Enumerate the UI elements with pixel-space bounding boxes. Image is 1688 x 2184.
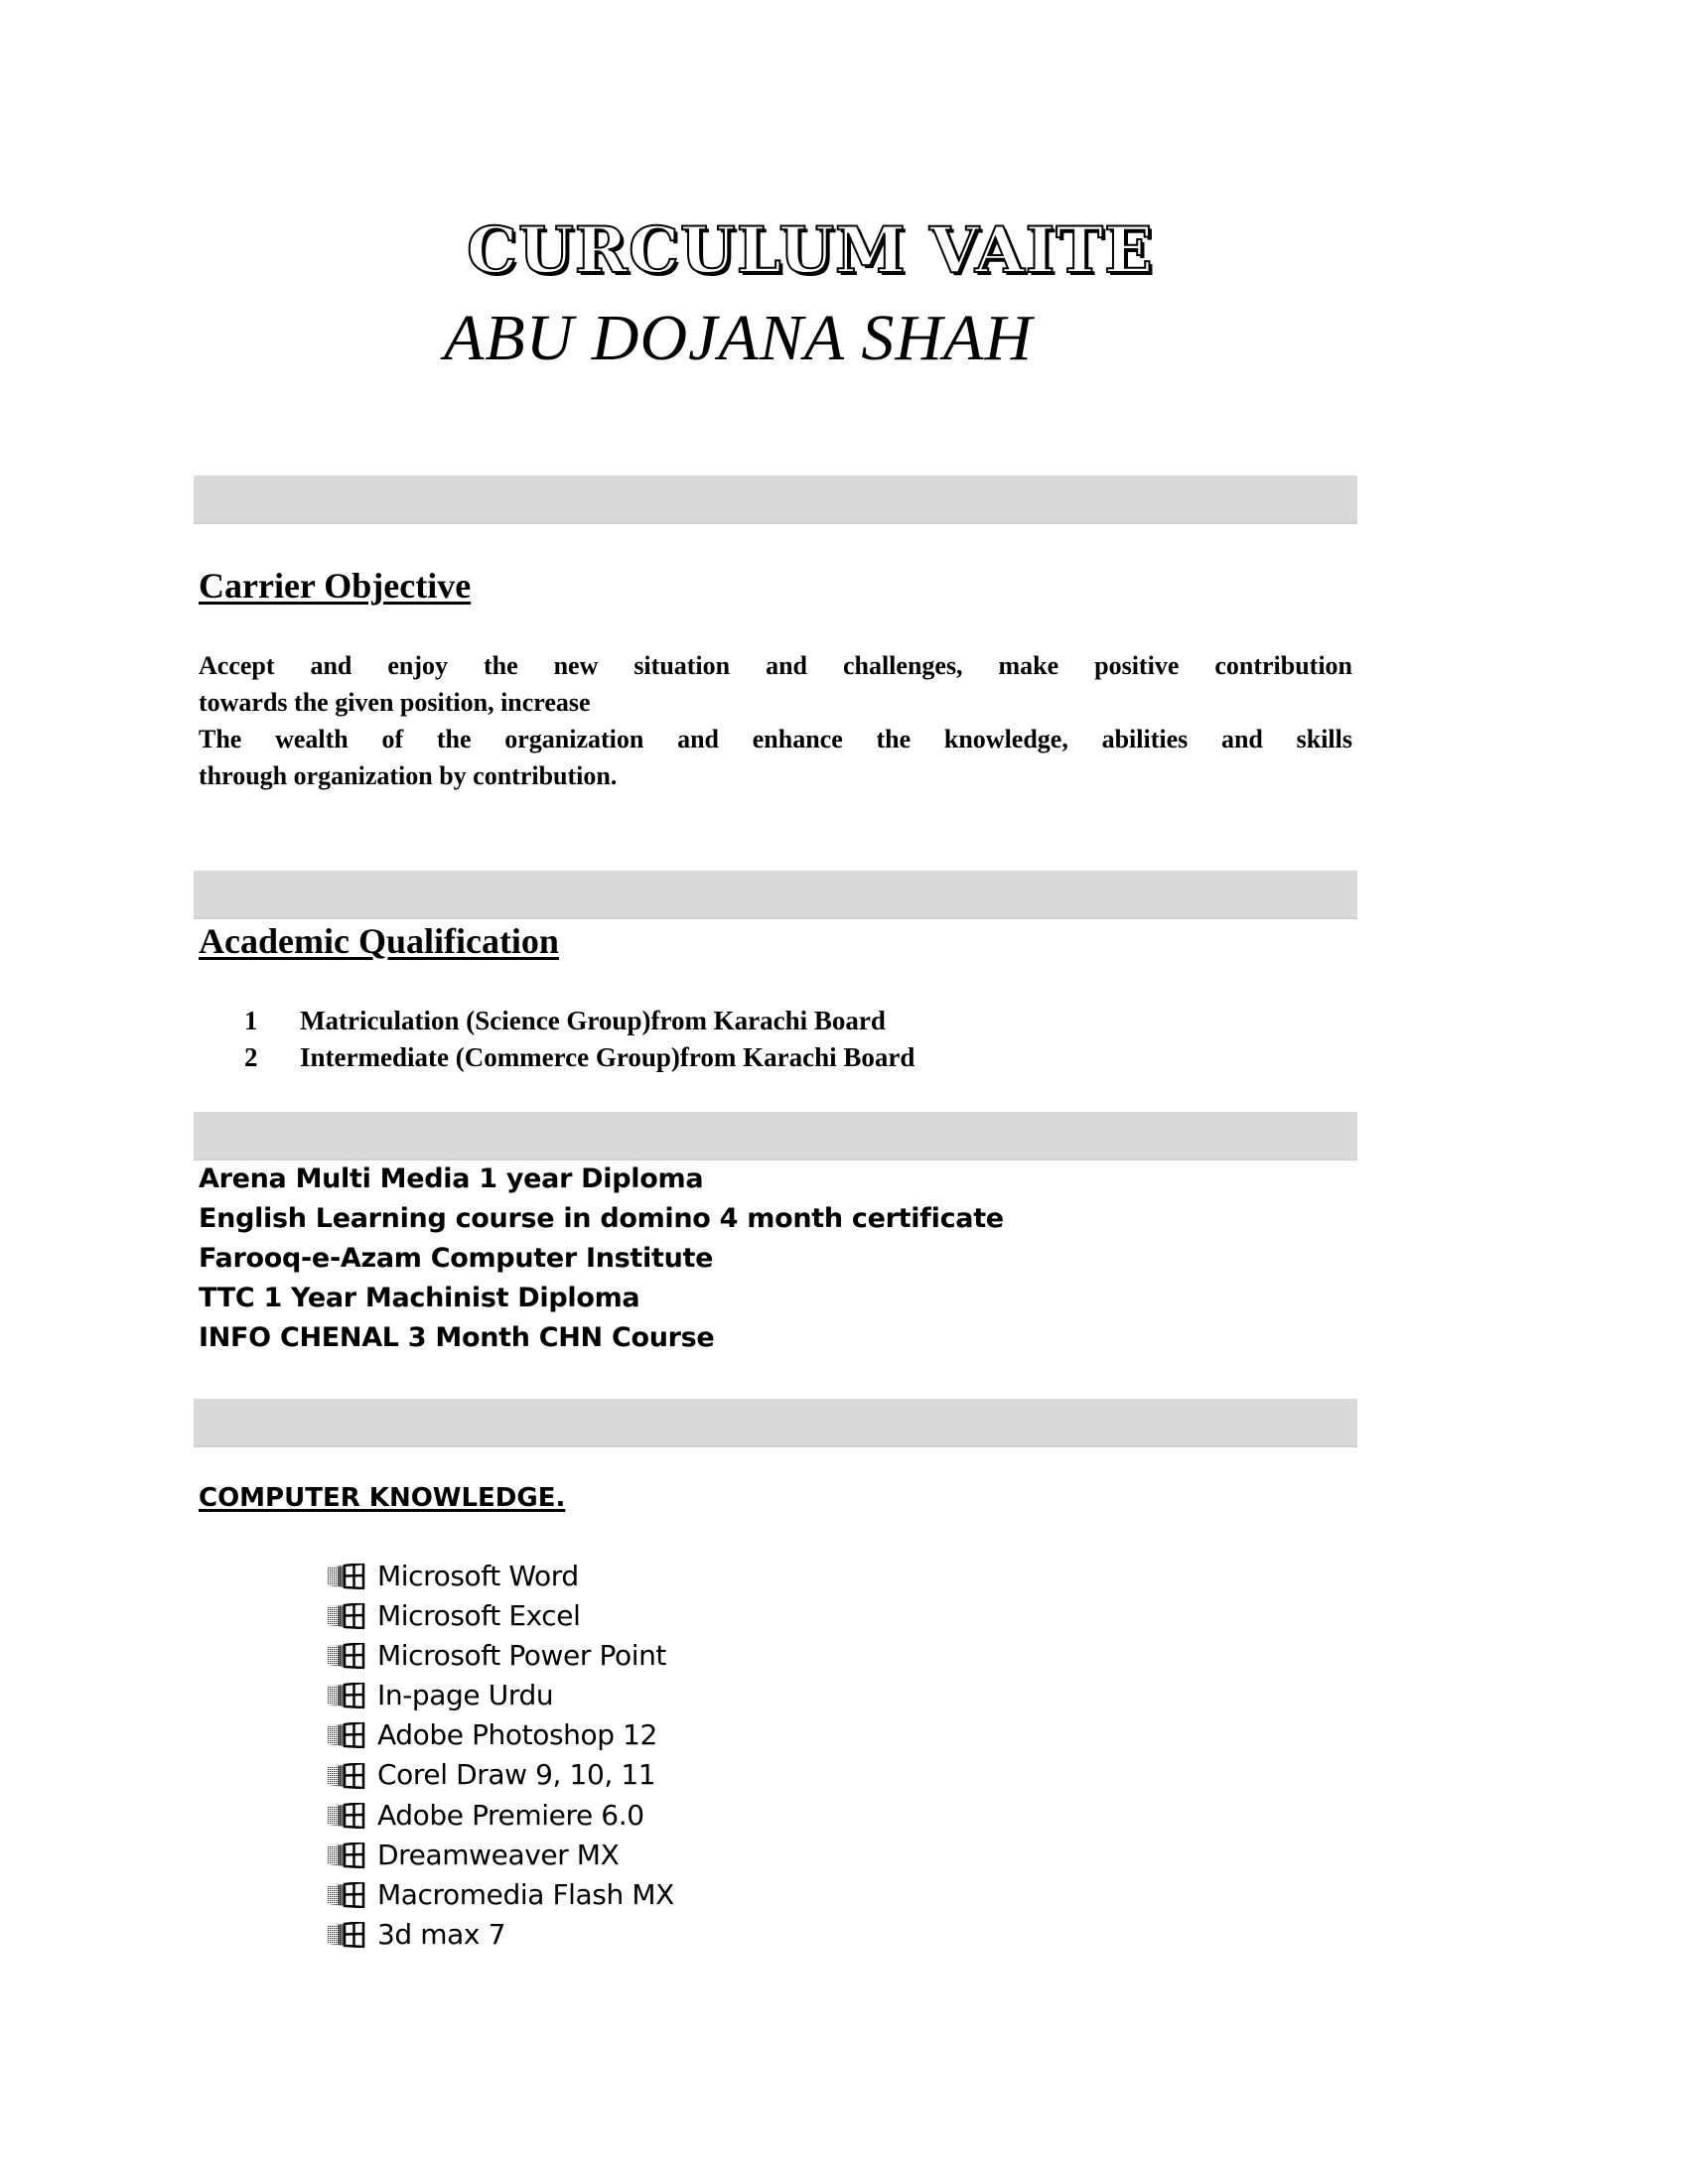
skill-label: In-page Urdu <box>377 1679 554 1712</box>
windows-flag-icon <box>328 1683 365 1708</box>
objective-line: through organization by contribution. <box>199 761 618 790</box>
skill-item <box>328 1755 674 1795</box>
windows-flag-icon <box>328 1882 365 1908</box>
windows-flag-icon <box>328 1564 365 1589</box>
skill-item <box>328 1557 674 1596</box>
certification-item: TTC 1 Year Machinist Diploma <box>199 1283 640 1313</box>
objective-line: Accept and enjoy the new situation and challenges, make positive contribution <box>199 651 1352 680</box>
section-divider-bar <box>194 871 1357 919</box>
windows-flag-icon <box>328 1722 365 1748</box>
certifications-list <box>199 1160 1004 1358</box>
skill-item <box>328 1596 674 1636</box>
certification-item: Farooq-e-Azam Computer Institute <box>199 1243 714 1274</box>
computer-skills-list <box>328 1557 674 1955</box>
section-divider-bar <box>194 1399 1357 1447</box>
skill-item <box>328 1676 674 1715</box>
section-divider-bar <box>194 476 1357 524</box>
certification-item: INFO CHENAL 3 Month CHN Course <box>199 1322 715 1353</box>
windows-flag-icon <box>328 1803 365 1829</box>
list-text: Intermediate (Commerce Group)from Karachi Board <box>300 1042 915 1072</box>
objective-line-text: The wealth of the organization and enhance the knowledge, abilities and skills <box>199 725 1352 753</box>
academic-list <box>244 1003 914 1076</box>
skill-label: Adobe Premiere 6.0 <box>377 1798 644 1832</box>
skill-item <box>328 1915 674 1955</box>
skill-item <box>328 1636 674 1676</box>
skill-label: Dreamweaver MX <box>377 1838 620 1871</box>
skill-label: Microsoft Power Point <box>377 1639 667 1673</box>
certification-item: Arena Multi Media 1 year Diploma <box>199 1163 704 1194</box>
skill-label: Corel Draw 9, 10, 11 <box>377 1758 656 1792</box>
skill-label: Macromedia Flash MX <box>377 1877 674 1911</box>
skill-label: Adobe Photoshop 12 <box>377 1718 657 1752</box>
list-text: Matriculation (Science Group)from Karachi Board <box>300 1006 886 1035</box>
objective-paragraph <box>199 647 1352 794</box>
windows-flag-icon <box>328 1643 365 1669</box>
list-number: 2 <box>244 1042 258 1072</box>
section-divider-bar <box>194 1112 1357 1160</box>
skill-item <box>328 1715 674 1755</box>
document-title: CURCULUM VAITE <box>467 213 1154 288</box>
academic-heading: Academic Qualification <box>199 921 559 961</box>
skill-label: Microsoft Word <box>377 1560 579 1592</box>
windows-flag-icon <box>328 1843 365 1868</box>
academic-list-item <box>244 1003 914 1039</box>
objective-heading: Carrier Objective <box>199 566 472 606</box>
skill-label: Microsoft Excel <box>377 1599 581 1633</box>
objective-line <box>199 721 1352 757</box>
windows-flag-icon <box>328 1603 365 1629</box>
certification-item: English Learning course in domino 4 month certificate <box>199 1203 1004 1234</box>
skill-item <box>328 1836 674 1875</box>
skill-item <box>328 1875 674 1915</box>
windows-flag-icon <box>328 1922 365 1948</box>
list-number: 1 <box>244 1006 258 1035</box>
academic-list-item <box>244 1039 914 1076</box>
windows-flag-icon <box>328 1763 365 1789</box>
computer-knowledge-heading: COMPUTER KNOWLEDGE. <box>199 1483 566 1513</box>
skill-item <box>328 1796 674 1836</box>
objective-line: towards the given position, increase <box>199 688 591 717</box>
skill-label: 3d max 7 <box>377 1917 506 1951</box>
candidate-name: ABU DOJANA SHAH <box>444 302 1034 374</box>
